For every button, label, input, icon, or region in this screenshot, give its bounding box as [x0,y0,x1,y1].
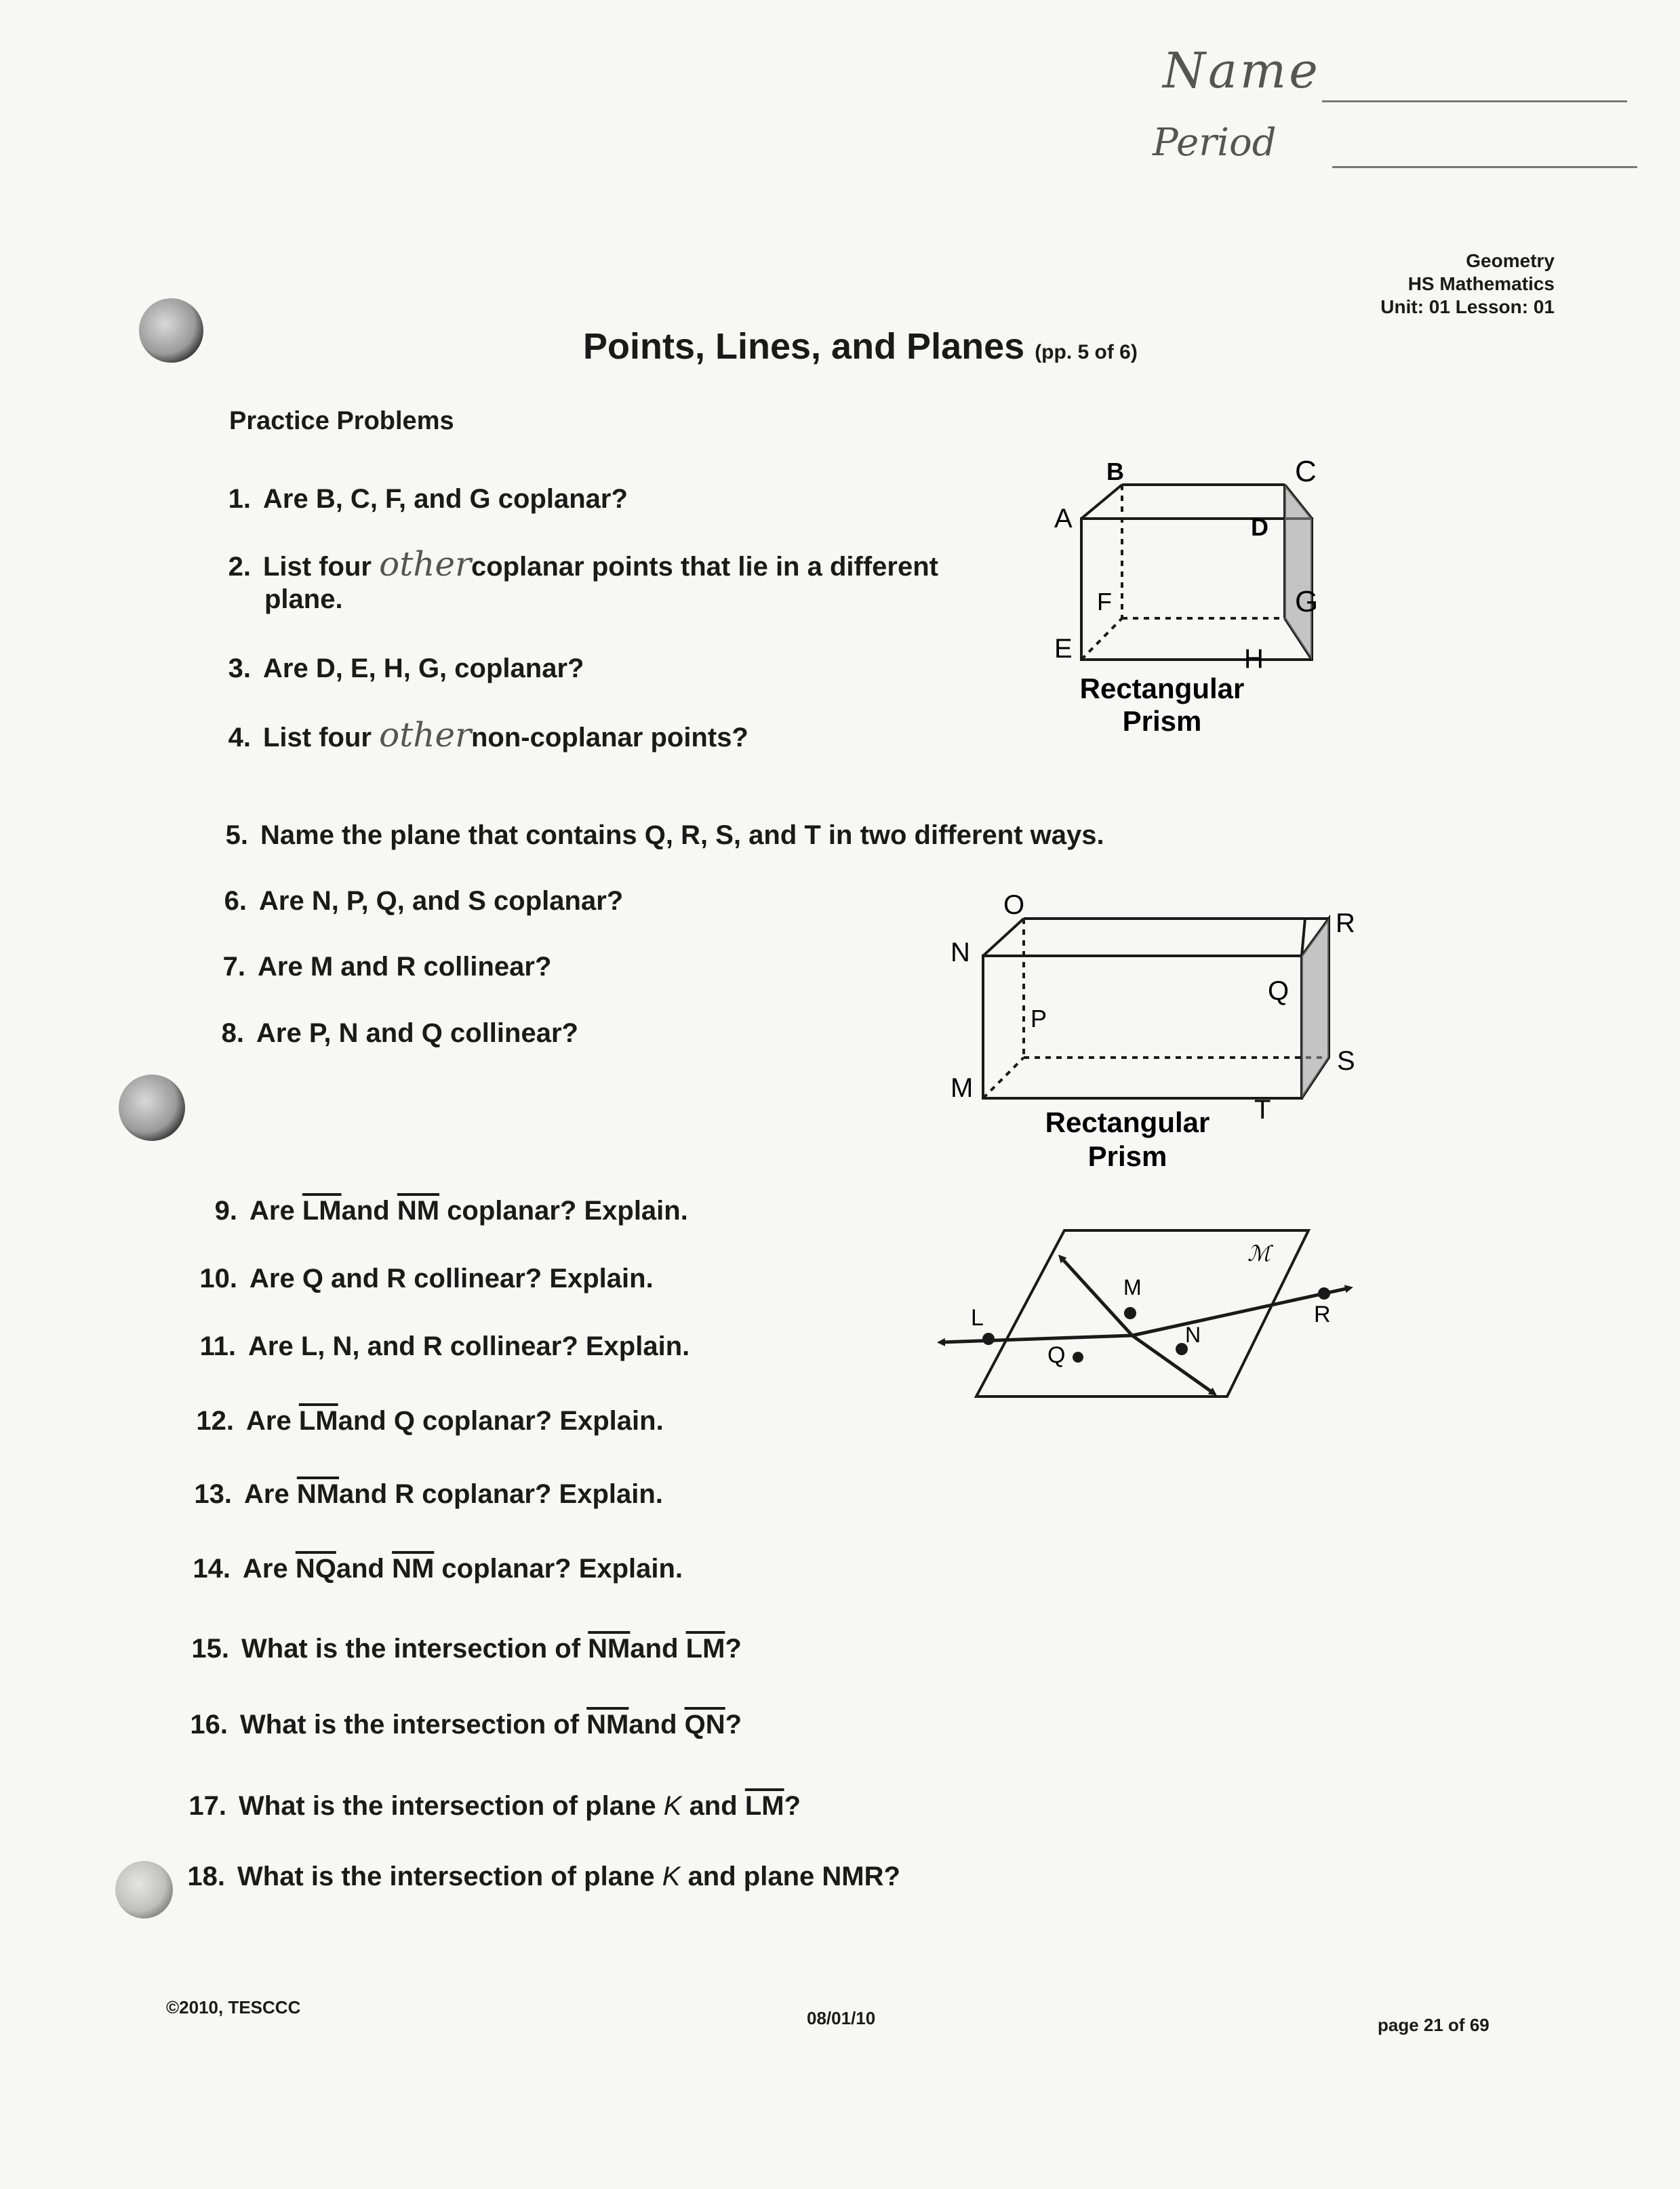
plane-figure [929,1213,1403,1410]
prism2-label-q: Q [1268,976,1289,1006]
point-l [982,1333,995,1345]
segment-lm: $\overline{LM}$ [302,1196,342,1226]
section-heading: Practice Problems [229,407,454,435]
question-text: and [689,1791,738,1821]
question-12 [186,1405,664,1437]
segment-nm: $\overline{NM}$ [586,1710,629,1740]
title-pages: (pp. 5 of 6) [1035,341,1138,363]
footer-date: 08/01/10 [807,2008,876,2028]
segment-qn: $\overline{QN}$ [684,1710,725,1740]
prism1-label-e: E [1054,634,1073,664]
question-text: Name the plane that contains Q, R, S, and T in two different ways. [260,820,1104,850]
segment-lm: $\overline{LM}$ [744,1791,784,1821]
question-text: Are B, C, F, and G coplanar? [263,484,628,514]
hole-punch-bottom [115,1861,173,1919]
question-4 [203,715,748,755]
question-text: List four [263,723,372,752]
question-number: 2. [228,552,251,582]
period-label: Period [1153,121,1277,165]
question-text: Are N, P, Q, and S coplanar? [259,886,624,916]
question-13 [184,1478,663,1510]
prism1-caption-line1: Rectangular [1079,672,1245,704]
question-text: Are P, N and Q collinear? [256,1018,578,1048]
question-number: 13. [194,1479,232,1509]
prism1-label-h: H [1244,644,1264,674]
question-text: Are [246,1406,292,1436]
question-17 [179,1790,801,1822]
question-number: 10. [199,1264,237,1293]
plane-label: ℳ [1247,1241,1271,1266]
prism1-front-face [1081,519,1312,660]
plane-k: K [662,1862,681,1891]
line-mn-forward [1132,1336,1214,1393]
handwritten-other: other [379,544,471,584]
question-11 [188,1330,689,1363]
question-number: 18. [187,1862,225,1891]
question-number: 1. [228,484,251,514]
question-text: coplanar points that lie in a different [471,552,938,582]
prism1-caption-line2: Prism [1122,705,1202,737]
question-text: Are D, E, H, G, coplanar? [263,654,584,683]
question-text: What is the intersection of plane [237,1862,655,1891]
question-14 [183,1552,683,1585]
line-mn [1061,1258,1132,1336]
title-main: Points, Lines, and Planes [583,326,1025,367]
prism1-label-a: A [1054,504,1073,534]
question-text: ? [725,1634,742,1664]
question-text: What is the intersection of plane [239,1791,656,1821]
question-text: and [628,1710,677,1740]
question-text: Are M and R collinear? [258,952,552,982]
prism2-label-p: P [1031,1005,1047,1032]
segment-lm: $\overline{LM}$ [685,1634,725,1664]
question-text: What is the intersection of [240,1710,580,1740]
question-text: Are [244,1479,289,1509]
question-9 [190,1194,688,1227]
question-text: Are [249,1196,295,1226]
question-1 [203,483,628,515]
question-number: 14. [193,1554,231,1584]
question-number: 6. [224,886,247,916]
plane-k: K [663,1791,682,1821]
question-text: and [336,1554,384,1584]
prism2-caption-line2: Prism [1087,1140,1167,1172]
question-text: ? [784,1791,801,1821]
prism2-label-r: R [1336,908,1355,938]
name-label: Name [1163,42,1321,99]
question-text: coplanar? Explain. [441,1554,683,1584]
handwritten-other: other [379,715,471,755]
prism-figure-1 [1017,447,1369,746]
question-text: and R coplanar? Explain. [339,1479,663,1509]
question-text: coplanar? Explain. [447,1196,688,1226]
question-text: and Q coplanar? Explain. [338,1406,664,1436]
point-label-m: M [1123,1275,1142,1300]
segment-nm: $\overline{NM}$ [588,1634,631,1664]
name-line[interactable] [1322,100,1627,102]
prism1-label-d: D [1251,513,1268,541]
point-label-n: N [1185,1323,1201,1347]
question-8 [197,1017,578,1049]
question-text: and [341,1196,390,1226]
question-number: 4. [228,723,251,752]
footer-page-number: page 21 of 69 [1378,2015,1489,2035]
question-text: and [630,1634,679,1664]
prism2-label-m: M [951,1073,974,1103]
question-text: ? [725,1710,742,1740]
prism2-caption-line1: Rectangular [1045,1106,1210,1138]
course-department: HS Mathematics [1407,273,1555,294]
segment-lm: $\overline{LM}$ [298,1406,338,1436]
point-r [1318,1287,1330,1300]
prism1-label-f: F [1097,588,1112,616]
point-q [1073,1352,1083,1363]
question-number: 3. [228,654,251,683]
prism2-label-o: O [1003,890,1025,920]
segment-nm: $\overline{NM}$ [392,1554,435,1584]
period-line[interactable] [1332,166,1637,168]
question-6 [199,885,623,917]
segment-nm: $\overline{NM}$ [397,1196,440,1226]
course-unit-lesson: Unit: 01 Lesson: 01 [1380,296,1555,317]
question-15 [182,1632,742,1665]
prism1-label-c: C [1295,455,1317,488]
question-text: non-coplanar points? [471,723,748,752]
prism1-shaded-face [1285,485,1312,660]
question-text: List four [263,552,372,582]
question-2 [203,544,938,616]
prism2-label-n: N [951,938,970,967]
question-text-line2: plane. [264,584,343,614]
point-m [1124,1307,1136,1319]
hole-punch-middle [119,1075,185,1141]
question-number: 16. [190,1710,228,1740]
point-label-r: R [1314,1302,1331,1327]
hole-punch-top [139,298,203,363]
question-text: Are [243,1554,288,1584]
page-title [583,325,1138,367]
point-label-q: Q [1047,1342,1066,1368]
question-number: 9. [214,1196,237,1226]
question-number: 7. [222,952,245,982]
prism2-shaded-face [1302,919,1329,1098]
question-18 [178,1860,900,1893]
question-7 [198,950,551,983]
point-label-l: L [971,1305,984,1331]
prism-figure-2 [936,888,1356,1186]
question-number: 17. [188,1791,226,1821]
question-number: 12. [196,1406,234,1436]
prism1-label-g: G [1295,585,1319,618]
question-number: 15. [191,1634,229,1664]
question-number: 5. [225,820,248,850]
course-subject: Geometry [1466,250,1555,271]
segment-nq: $\overline{NQ}$ [295,1554,336,1584]
question-16 [180,1708,742,1741]
prism2-label-s: S [1337,1046,1355,1076]
question-text: Are Q and R collinear? Explain. [249,1264,654,1293]
question-10 [190,1262,654,1295]
question-number: 8. [221,1018,244,1048]
segment-nm: $\overline{NM}$ [296,1479,340,1509]
question-number: 11. [199,1331,236,1361]
prism2-label-t: T [1254,1095,1271,1125]
question-text: What is the intersection of [241,1634,581,1664]
prism1-label-b: B [1106,458,1124,485]
question-5 [201,819,1104,851]
question-3 [203,652,584,685]
course-header [1380,249,1555,319]
footer-copyright: ©2010, TESCCC [166,1997,301,2017]
question-text: Are L, N, and R collinear? Explain. [248,1331,690,1361]
question-text: and plane NMR? [687,1862,900,1891]
line-lr-back [941,1336,1132,1342]
